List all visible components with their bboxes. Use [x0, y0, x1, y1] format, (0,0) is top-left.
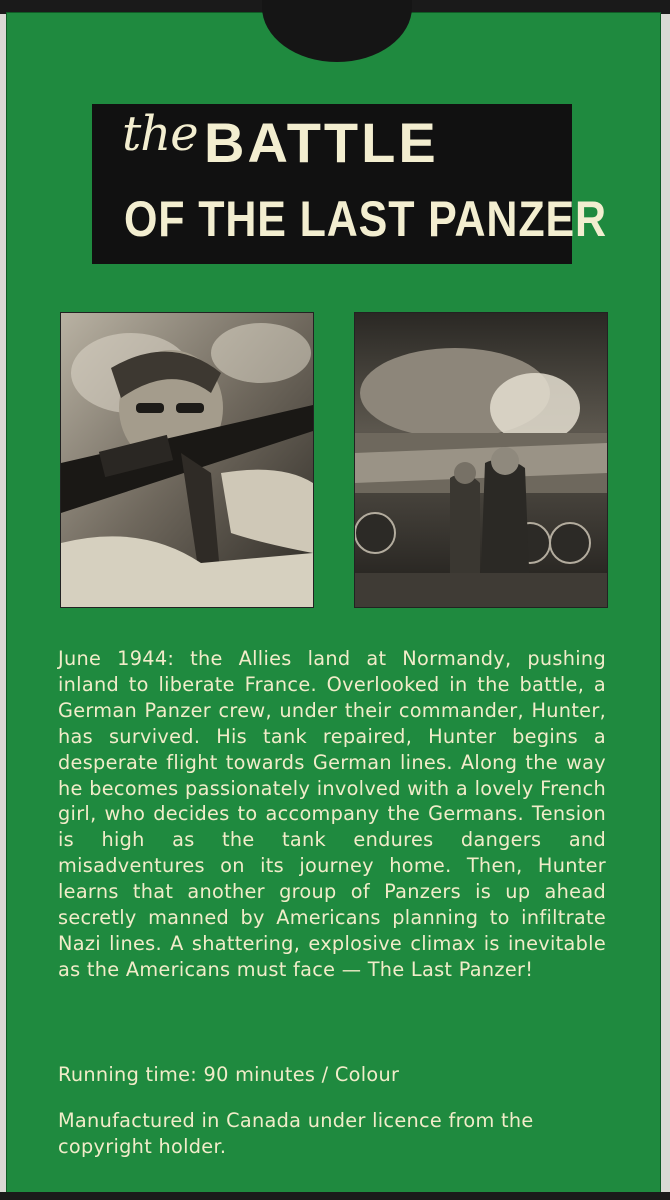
- title-the: the: [122, 106, 198, 162]
- soldier-image: [61, 313, 313, 607]
- tank-image: [355, 313, 607, 607]
- title-banner: [92, 104, 607, 264]
- title-subtitle: OF THE LAST PANZER: [124, 191, 607, 247]
- title-battle: BATTLE: [204, 111, 439, 174]
- running-time: Running time: 90 minutes / Colour: [58, 1063, 400, 1086]
- manufacturer-notice: Manufactured in Canada under licence from the copyright holder.: [58, 1109, 534, 1158]
- synopsis-text: June 1944: the Allies land at Normandy, pushing inland to liberate France. Overlooked in the battle, a German Panzer crew, under their commander, Hunter, has survived. His tank repaired, Hunter begins a desperate flight towards German lines. Along the way he becomes passionately involved with a lovely French girl, who decides to accompany the Germans. Tension is high as the tank endures dangers and misadventures on its journey home. Then, Hunter learns that another group of Panzers is up ahead secretly manned by Americans planning to infiltrate Nazi lines. A shattering, explosive climax is inevitable as the Americans must face — The Last Panzer!: [58, 647, 606, 981]
- still-photo-soldier: [60, 312, 314, 608]
- still-photo-tank: [354, 312, 608, 608]
- cassette-bottom-edge: [0, 1192, 670, 1200]
